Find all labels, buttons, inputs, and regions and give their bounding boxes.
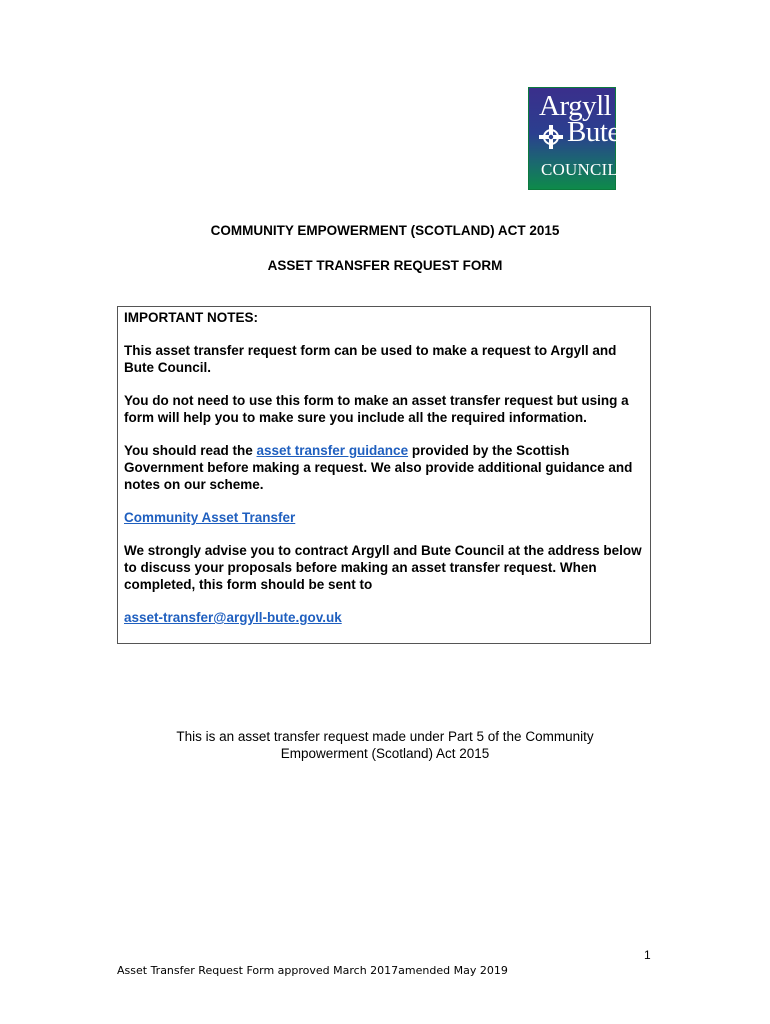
asset-transfer-guidance-link[interactable]: asset transfer guidance (256, 443, 409, 458)
important-notes-box (117, 306, 651, 644)
argyll-bute-council-logo (528, 87, 620, 190)
community-asset-transfer-paragraph (124, 509, 644, 526)
request-statement (0, 728, 770, 762)
notes-paragraph-1: This asset transfer request form can be used to make a request to Argyll and Bute Council. (124, 343, 617, 375)
celtic-cross-icon (538, 124, 564, 150)
notes-title: IMPORTANT NOTES: (124, 310, 258, 325)
footer-approval-note: Asset Transfer Request Form approved March 2017amended May 2019 (117, 964, 508, 977)
logo-text-bute: Bute (567, 116, 620, 148)
notes-paragraph-3 (124, 442, 644, 493)
asset-transfer-email-link[interactable]: asset-transfer@argyll-bute.gov.uk (124, 610, 342, 625)
notes-paragraph-4: We strongly advise you to contract Argyll and Bute Council at the address below to discuss your proposals before making an asset transfer request. When completed, this form should be sent to (124, 543, 642, 592)
form-title: ASSET TRANSFER REQUEST FORM (267, 258, 503, 273)
act-heading: COMMUNITY EMPOWERMENT (SCOTLAND) ACT 2015 (210, 223, 560, 238)
logo-text-argyll: Argyll (539, 90, 612, 122)
request-statement-line-1: This is an asset transfer request made under Part 5 of the Community (176, 729, 594, 744)
request-statement-line-2: Empowerment (Scotland) Act 2015 (280, 746, 490, 761)
notes-paragraph-3-end: provided by the Scottish Government before making a request. We also provide additional guidance and notes on our scheme. (124, 443, 633, 492)
page-number: 1 (644, 948, 651, 962)
logo-text-council: COUNCIL (541, 160, 618, 179)
notes-paragraph-3-start: You should read the (124, 443, 257, 458)
notes-paragraph-2: You do not need to use this form to make an asset transfer request but using a form will help you to make sure you include all the required information. (124, 393, 629, 425)
community-asset-transfer-link[interactable]: Community Asset Transfer (124, 510, 296, 525)
email-paragraph (124, 609, 644, 626)
